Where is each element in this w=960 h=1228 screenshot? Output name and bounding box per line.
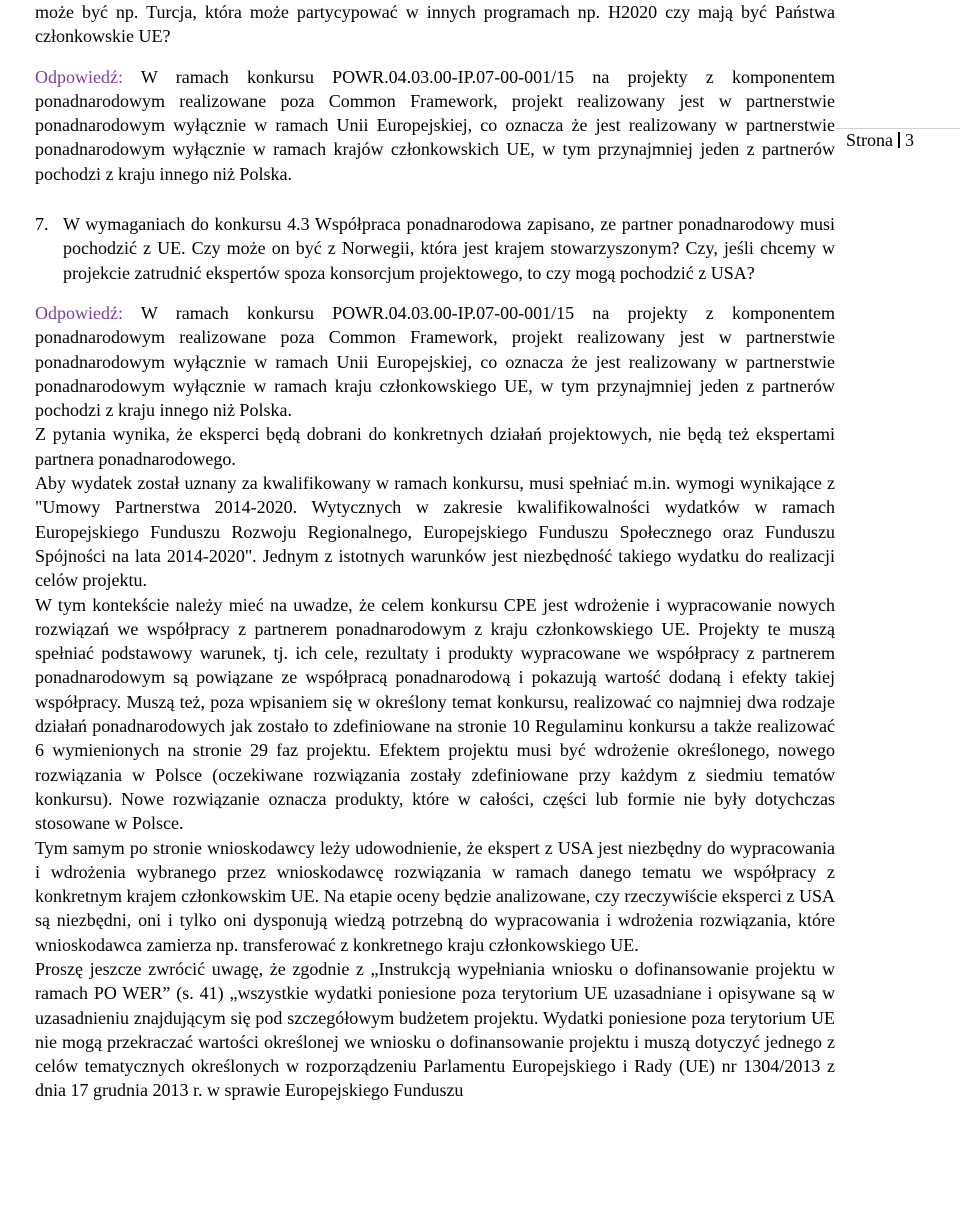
answer-paragraph (35, 65, 835, 186)
answer-7-paragraph (35, 301, 835, 422)
question-7 (35, 212, 835, 285)
question-tail: może być np. Turcja, która może partycypować w innych programach np. H2020 czy mają być Państwa członkowskie UE? (35, 2, 835, 47)
page-number-label: Strona (846, 130, 893, 150)
answer-7-label: Odpowiedź: (35, 302, 123, 323)
page-number (846, 130, 914, 151)
page-number-value: 3 (905, 130, 914, 150)
answer-7-paragraph-4: Tym samym po stronie wnioskodawcy leży udowodnienie, że ekspert z USA jest niezbędny do wypracowania i wdrożenia wybranego przez wnioskodawcę rozwiązania w ramach danego tematu we współpracy z konkretnym krajem członkowskim UE. Na etapie oceny będzie analizowane, czy rzeczywiście eksperci z USA są niezbędni, oni i tylko oni dysponują wiedzą potrzebną do wypracowania i wdrożenia rozwiązania, które wnioskodawca zamierza np. transferować z konkretnego kraju członkowskiego UE. (35, 837, 835, 955)
answer-7-paragraph-5: Proszę jeszcze zwrócić uwagę, że zgodnie z „Instrukcją wypełniania wniosku o dofinansowanie projektu w ramach PO WER” (s. 41) „wszystkie wydatki poniesione poza terytorium UE uzasadniane i opisywane są w uzasadnieniu znajdującym się pod szczegółowym budżetem projektu. Wydatki poniesione poza terytorium UE nie mogą przekraczać wartości określonej we wniosku o dofinansowanie projektu i muszą dotyczyć jednego z celów tematycznych określonych w rozporządzeniu Parlamentu Europejskiego i Rady (UE) nr 1304/2013 z dnia 17 grudnia 2013 r. w sprawie Europejskiego Funduszu (35, 958, 835, 1101)
answer-7-paragraph-2: Aby wydatek został uznany za kwalifikowany w ramach konkursu, musi spełniać m.in. wymogi wynikające z "Umowy Partnerstwa 2014-2020. Wytycznych w zakresie kwalifikowalności wydatków w ramach Europejskiego Funduszu Rozwoju Regionalnego, Europejskiego Funduszu Społecznego oraz Funduszu Spójności na lata 2014-2020". Jednym z istotnych warunków jest niezbędność takiego wydatku do realizacji celów projektu. (35, 473, 835, 591)
question-7-number: 7. (35, 214, 49, 235)
question-7-text: W wymaganiach do konkursu 4.3 Współpraca ponadnarodowa zapisano, ze partner ponadnarodowy musi pochodzić z UE. Czy może on być z Norwegii, która jest krajem stowarzyszonym? Czy, jeśli chcemy w projekcie zatrudnić ekspertów spoza konsorcjum projektowego, to czy mogą pochodzić z USA? (63, 214, 835, 283)
answer-text: W ramach konkursu POWR.04.03.00-IP.07-00-001/15 na projekty z komponentem ponadnarodowym realizowane poza Common Framework, projekt realizowany jest w partnerstwie ponadnarodowym wyłącznie w ramach Unii Europejskiej, co oznacza że jest realizowany w partnerstwie ponadnarodowym wyłącznie w ramach krajów członkowskich UE, w tym przynajmniej jeden z partnerów pochodzi z kraju innego niż Polska. (35, 66, 835, 184)
answer-label: Odpowiedź: (35, 66, 123, 87)
page-number-bar (898, 132, 900, 148)
page-number-divider (835, 128, 960, 129)
document-body (35, 0, 835, 1103)
answer-7-paragraph-1: Z pytania wynika, że eksperci będą dobrani do konkretnych działań projektowych, nie będą też ekspertami partnera ponadnarodowego. (35, 424, 835, 469)
answer-7-paragraph-3: W tym kontekście należy mieć na uwadze, że celem konkursu CPE jest wdrożenie i wypracowanie nowych rozwiązań we współpracy z partnerem ponadnarodowym z kraju członkowskiego UE. Projekty te muszą spełniać podstawowy warunek, tj. ich cele, rezultaty i produkty wypracowane we współpracy z partnerem ponadnarodowym są powiązane ze współpracą ponadnarodową i pokazują wartość dodaną i efekty takiej współpracy. Muszą też, poza wpisaniem się w określony temat konkursu, realizować co najmniej dwa rodzaje działań ponadnarodowych jak zostało to zdefiniowane na stronie 10 Regulaminu konkursu a także realizować 6 wymienionych na stronie 29 faz projektu. Efektem projektu musi być wdrożenie określonego, nowego rozwiązania w Polsce (oczekiwane rozwiązania zostały zdefiniowane przy każdym z siedmiu tematów konkursu). Nowe rozwiązanie oznacza produkty, które w całości, części lub formie nie były dotychczas stosowane w Polsce. (35, 594, 835, 834)
answer-7-text: W ramach konkursu POWR.04.03.00-IP.07-00-001/15 na projekty z komponentem ponadnarodowym realizowane poza Common Framework, projekt realizowany jest w partnerstwie ponadnarodowym wyłącznie w ramach Unii Europejskiej, co oznacza że jest realizowany w partnerstwie ponadnarodowym wyłącznie w ramach kraju członkowskiego UE, w tym przynajmniej jeden z partnerów pochodzi z kraju innego niż Polska. (35, 302, 835, 421)
